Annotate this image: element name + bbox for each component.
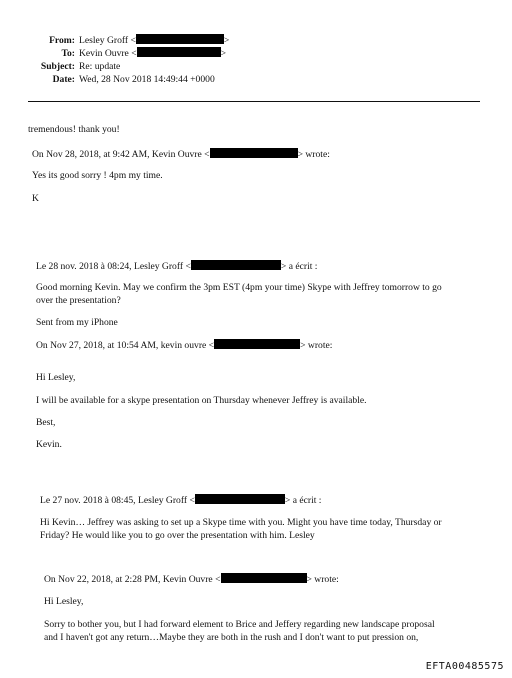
to-row bbox=[0, 47, 226, 60]
message-text: K bbox=[32, 193, 39, 204]
close-bracket: > bbox=[223, 35, 230, 46]
from-row bbox=[0, 34, 229, 47]
header-divider bbox=[28, 101, 480, 102]
close-bracket: > bbox=[220, 48, 227, 59]
to-value: Kevin Ouvre < bbox=[79, 48, 137, 59]
message-text: Hi Lesley, bbox=[44, 596, 84, 607]
quote-header-suffix: > wrote: bbox=[300, 340, 333, 351]
redaction-box bbox=[210, 148, 298, 158]
message-text: Hi Kevin… Jeffrey was asking to set up a Skype time with you. Might you have time today, Thursday or bbox=[40, 517, 442, 528]
redaction-box bbox=[136, 34, 224, 44]
quote-header-prefix: Le 28 nov. 2018 à 08:24, Lesley Groff < bbox=[36, 261, 191, 272]
subject-value: Re: update bbox=[79, 61, 121, 72]
quote-header-prefix: On Nov 27, 2018, at 10:54 AM, kevin ouvre < bbox=[36, 340, 215, 351]
redaction-box bbox=[221, 573, 307, 583]
message-text: over the presentation? bbox=[36, 295, 121, 306]
message-text: Yes its good sorry ! 4pm my time. bbox=[32, 170, 163, 181]
message-text: I will be available for a skype presentation on Thursday whenever Jeffrey is available. bbox=[36, 395, 367, 406]
date-value: Wed, 28 Nov 2018 14:49:44 +0000 bbox=[79, 74, 215, 85]
quote-header bbox=[40, 494, 321, 507]
quote-header bbox=[36, 260, 317, 273]
subject-label: Subject: bbox=[40, 61, 75, 72]
message-text: Sent from my iPhone bbox=[36, 317, 118, 328]
redaction-box bbox=[195, 494, 285, 504]
quote-header-suffix: > a écrit : bbox=[284, 495, 322, 506]
quote-header bbox=[32, 148, 330, 161]
redaction-box bbox=[214, 339, 300, 349]
message-text: and I haven't got any return…Maybe they are both in the rush and I don't want to put pression on, bbox=[44, 632, 419, 643]
quote-header-suffix: > wrote: bbox=[297, 149, 330, 160]
message-text: Kevin. bbox=[36, 439, 62, 450]
redaction-box bbox=[191, 260, 281, 270]
message-text: tremendous! thank you! bbox=[28, 124, 120, 135]
redaction-box bbox=[137, 47, 221, 57]
quote-header-prefix: On Nov 22, 2018, at 2:28 PM, Kevin Ouvre < bbox=[44, 574, 221, 585]
from-value: Lesley Groff < bbox=[79, 35, 136, 46]
quote-header-suffix: > wrote: bbox=[306, 574, 339, 585]
quote-header-prefix: Le 27 nov. 2018 à 08:45, Lesley Groff < bbox=[40, 495, 195, 506]
from-label: From: bbox=[49, 35, 75, 46]
bates-number: EFTA00485575 bbox=[425, 661, 504, 672]
date-label: Date: bbox=[52, 74, 75, 85]
message-text: Good morning Kevin. May we confirm the 3pm EST (4pm your time) Skype with Jeffrey tomorrow to go bbox=[36, 282, 442, 293]
to-label: To: bbox=[61, 48, 75, 59]
date-row bbox=[0, 74, 215, 86]
quote-header-prefix: On Nov 28, 2018, at 9:42 AM, Kevin Ouvre < bbox=[32, 149, 210, 160]
subject-row bbox=[0, 61, 120, 73]
quote-header-suffix: > a écrit : bbox=[280, 261, 318, 272]
message-text: Hi Lesley, bbox=[36, 372, 76, 383]
quote-header bbox=[36, 339, 332, 352]
quote-header bbox=[44, 573, 339, 586]
message-text: Best, bbox=[36, 417, 56, 428]
message-text: Friday? He would like you to go over the presentation with him. Lesley bbox=[40, 530, 315, 541]
message-text: Sorry to bother you, but I had forward element to Brice and Jeffery regarding new landscape proposal bbox=[44, 619, 435, 630]
